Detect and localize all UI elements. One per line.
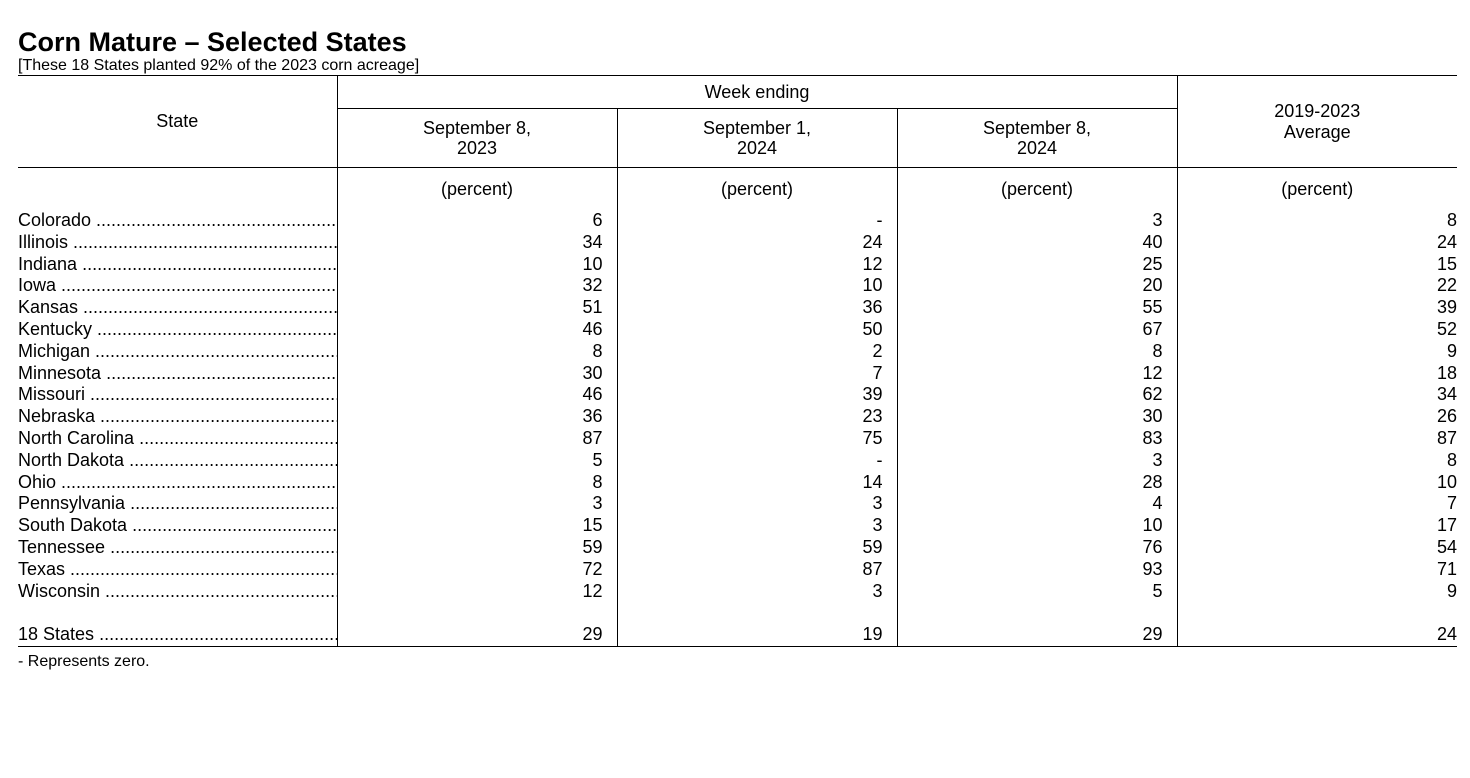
- state-label: Iowa: [18, 275, 57, 296]
- spacer-cell: [337, 602, 617, 622]
- state-name: [18, 254, 337, 276]
- table-row: [18, 515, 1457, 537]
- spacer-cell: [897, 602, 1177, 622]
- value-cell: 2: [617, 341, 897, 363]
- value-cell: 4: [897, 493, 1177, 515]
- value-cell: 59: [617, 537, 897, 559]
- table-row: [18, 319, 1457, 341]
- value-cell: 24: [1177, 232, 1457, 254]
- value-cell: 59: [337, 537, 617, 559]
- value-cell: 9: [1177, 341, 1457, 363]
- value-cell: 93: [897, 559, 1177, 581]
- state-name: [18, 472, 337, 494]
- value-cell: -: [617, 450, 897, 472]
- state-name: [18, 363, 337, 385]
- value-cell: 24: [617, 232, 897, 254]
- state-name: [18, 297, 337, 319]
- value-cell: 50: [617, 319, 897, 341]
- state-name: [18, 428, 337, 450]
- state-name: [18, 622, 337, 647]
- state-name: [18, 581, 337, 603]
- leader-dots: [56, 472, 337, 492]
- unit-state-cell: [18, 168, 337, 211]
- total-row: [18, 622, 1457, 647]
- leader-dots: [91, 210, 337, 230]
- page-subtitle: [These 18 States planted 92% of the 2023 corn acreage]: [18, 57, 420, 74]
- unit-label: (percent): [337, 168, 617, 211]
- corn-mature-table: [18, 75, 1457, 647]
- value-cell: -: [617, 210, 897, 232]
- value-cell: 15: [337, 515, 617, 537]
- header-sep1-2024: [617, 109, 897, 168]
- value-cell: 9: [1177, 581, 1457, 603]
- unit-row: [18, 168, 1457, 211]
- table-row: [18, 254, 1457, 276]
- header-sep8-2024-label: September 8, 2024: [982, 118, 1092, 158]
- value-cell: 28: [897, 472, 1177, 494]
- value-cell: 75: [617, 428, 897, 450]
- value-cell: 34: [1177, 384, 1457, 406]
- unit-label: (percent): [897, 168, 1177, 211]
- table-row: [18, 450, 1457, 472]
- value-cell: 8: [337, 341, 617, 363]
- value-cell: 26: [1177, 406, 1457, 428]
- leader-dots: [92, 319, 337, 339]
- value-cell: 3: [897, 450, 1177, 472]
- value-cell: 67: [897, 319, 1177, 341]
- state-label: Pennsylvania: [18, 493, 126, 514]
- page-title: Corn Mature – Selected States: [18, 27, 407, 57]
- value-cell: 87: [1177, 428, 1457, 450]
- value-cell: 25: [897, 254, 1177, 276]
- value-cell: 40: [897, 232, 1177, 254]
- value-cell: 39: [1177, 297, 1457, 319]
- state-label: Michigan: [18, 340, 91, 361]
- table-row: [18, 493, 1457, 515]
- value-cell: 5: [337, 450, 617, 472]
- leader-dots: [95, 406, 337, 426]
- table-row: [18, 559, 1457, 581]
- value-cell: 23: [617, 406, 897, 428]
- state-name: [18, 559, 337, 581]
- value-cell: 12: [897, 363, 1177, 385]
- table-row: [18, 232, 1457, 254]
- value-cell: 36: [617, 297, 897, 319]
- header-week-ending: Week ending: [337, 76, 1177, 109]
- value-cell: 18: [1177, 363, 1457, 385]
- state-label: North Dakota: [18, 449, 125, 470]
- value-cell: 10: [1177, 472, 1457, 494]
- value-cell: 15: [1177, 254, 1457, 276]
- value-cell: 72: [337, 559, 617, 581]
- state-label: South Dakota: [18, 515, 128, 536]
- value-cell: 29: [337, 622, 617, 647]
- value-cell: 87: [617, 559, 897, 581]
- state-name: [18, 319, 337, 341]
- header-sep8-2023: [337, 109, 617, 168]
- header-sep8-2023-label: September 8, 2023: [422, 118, 532, 158]
- state-name: [18, 450, 337, 472]
- leader-dots: [124, 450, 337, 470]
- state-label: Missouri: [18, 384, 86, 405]
- state-name: [18, 384, 337, 406]
- value-cell: 10: [337, 254, 617, 276]
- table-row: [18, 275, 1457, 297]
- state-label: Ohio: [18, 471, 57, 492]
- spacer-cell: [18, 602, 337, 622]
- spacer-cell: [1177, 602, 1457, 622]
- value-cell: 14: [617, 472, 897, 494]
- header-sep1-2024-label: September 1, 2024: [702, 118, 812, 158]
- state-label: 18 States: [18, 624, 95, 645]
- leader-dots: [127, 515, 337, 535]
- value-cell: 3: [617, 515, 897, 537]
- state-name: [18, 210, 337, 232]
- value-cell: 10: [897, 515, 1177, 537]
- state-label: North Carolina: [18, 427, 135, 448]
- leader-dots: [65, 559, 337, 579]
- value-cell: 5: [897, 581, 1177, 603]
- value-cell: 8: [1177, 210, 1457, 232]
- table-row: [18, 537, 1457, 559]
- value-cell: 71: [1177, 559, 1457, 581]
- state-label: Kansas: [18, 297, 79, 318]
- value-cell: 3: [617, 581, 897, 603]
- table-row: [18, 210, 1457, 232]
- leader-dots: [94, 624, 337, 644]
- value-cell: 3: [617, 493, 897, 515]
- state-name: [18, 232, 337, 254]
- state-label: Illinois: [18, 231, 69, 252]
- table-row: [18, 406, 1457, 428]
- value-cell: 3: [897, 210, 1177, 232]
- value-cell: 46: [337, 384, 617, 406]
- footnote: - Represents zero.: [18, 653, 150, 671]
- state-label: Kentucky: [18, 318, 93, 339]
- leader-dots: [100, 581, 337, 601]
- state-name: [18, 406, 337, 428]
- value-cell: 29: [897, 622, 1177, 647]
- leader-dots: [90, 341, 337, 361]
- value-cell: 39: [617, 384, 897, 406]
- value-cell: 8: [1177, 450, 1457, 472]
- state-label: Nebraska: [18, 406, 96, 427]
- value-cell: 54: [1177, 537, 1457, 559]
- state-name: [18, 341, 337, 363]
- table-row: [18, 341, 1457, 363]
- value-cell: 7: [617, 363, 897, 385]
- state-name: [18, 515, 337, 537]
- leader-dots: [68, 232, 337, 252]
- value-cell: 83: [897, 428, 1177, 450]
- value-cell: 6: [337, 210, 617, 232]
- unit-label: (percent): [1177, 168, 1457, 211]
- value-cell: 52: [1177, 319, 1457, 341]
- value-cell: 22: [1177, 275, 1457, 297]
- leader-dots: [101, 363, 337, 383]
- value-cell: 19: [617, 622, 897, 647]
- value-cell: 7: [1177, 493, 1457, 515]
- table-row: [18, 428, 1457, 450]
- table-row: [18, 581, 1457, 603]
- value-cell: 32: [337, 275, 617, 297]
- value-cell: 8: [897, 341, 1177, 363]
- leader-dots: [105, 537, 337, 557]
- value-cell: 30: [337, 363, 617, 385]
- value-cell: 24: [1177, 622, 1457, 647]
- state-name: [18, 275, 337, 297]
- value-cell: 87: [337, 428, 617, 450]
- header-average-label: 2019-2023 Average: [1274, 100, 1361, 142]
- table-row: [18, 384, 1457, 406]
- leader-dots: [56, 275, 337, 295]
- table-row: [18, 363, 1457, 385]
- state-name: [18, 537, 337, 559]
- value-cell: 20: [897, 275, 1177, 297]
- header-state: State: [18, 76, 337, 168]
- leader-dots: [134, 428, 337, 448]
- state-label: Tennessee: [18, 536, 106, 557]
- leader-dots: [125, 493, 337, 513]
- value-cell: 46: [337, 319, 617, 341]
- spacer-row: [18, 602, 1457, 622]
- header-average: [1177, 76, 1457, 168]
- value-cell: 76: [897, 537, 1177, 559]
- unit-label: (percent): [617, 168, 897, 211]
- leader-dots: [78, 297, 337, 317]
- value-cell: 12: [617, 254, 897, 276]
- value-cell: 62: [897, 384, 1177, 406]
- state-label: Minnesota: [18, 362, 102, 383]
- value-cell: 36: [337, 406, 617, 428]
- leader-dots: [85, 384, 337, 404]
- state-label: Colorado: [18, 210, 92, 230]
- spacer-cell: [617, 602, 897, 622]
- table-row: [18, 472, 1457, 494]
- report: [18, 28, 1458, 671]
- state-name: [18, 493, 337, 515]
- state-label: Indiana: [18, 253, 78, 274]
- state-label: Texas: [18, 558, 66, 579]
- value-cell: 30: [897, 406, 1177, 428]
- value-cell: 34: [337, 232, 617, 254]
- value-cell: 51: [337, 297, 617, 319]
- table-row: [18, 297, 1457, 319]
- value-cell: 8: [337, 472, 617, 494]
- value-cell: 3: [337, 493, 617, 515]
- header-sep8-2024: [897, 109, 1177, 168]
- state-label: Wisconsin: [18, 580, 101, 601]
- value-cell: 12: [337, 581, 617, 603]
- value-cell: 10: [617, 275, 897, 297]
- value-cell: 17: [1177, 515, 1457, 537]
- leader-dots: [77, 254, 337, 274]
- value-cell: 55: [897, 297, 1177, 319]
